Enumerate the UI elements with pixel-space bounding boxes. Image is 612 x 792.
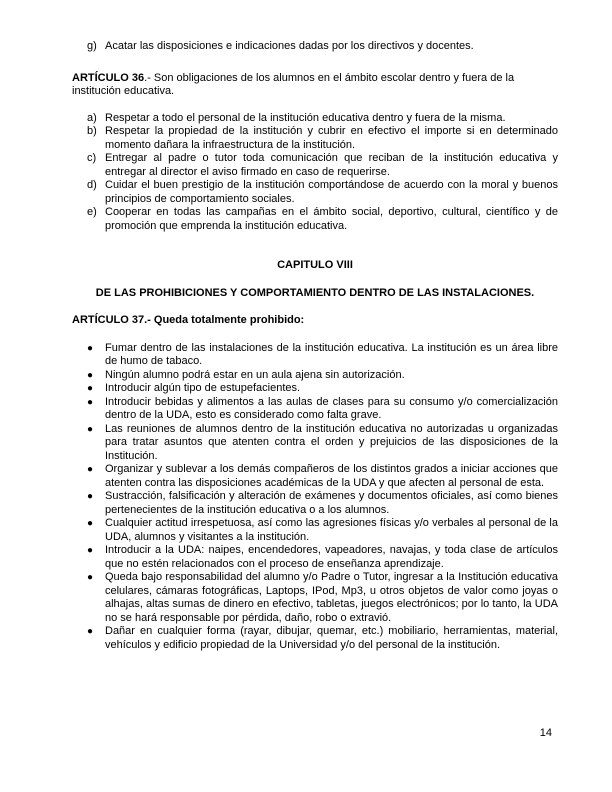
page-number: 14 — [539, 727, 552, 739]
item-text: Las reuniones de alumnos dentro de la institución educativa no autorizadas u organizadas para tratar asuntos que atenten contra el orden y prejuicios de las disposiciones de la Institución. — [105, 422, 558, 462]
article-36-intro-text: .- Son obligaciones de los alumnos en el ámbito escolar dentro y fuera de la institución educativa. — [72, 71, 515, 97]
page-content — [72, 40, 558, 652]
item-text: Organizar y sublevar a los demás compañeros de los distintos grados a iniciar acciones que atenten contra las disposiciones académicas de la UDA y que afecten al personal de esta. — [105, 463, 558, 489]
list-item — [87, 490, 558, 517]
article-36-intro — [72, 72, 558, 99]
article-36-list — [72, 112, 558, 234]
item-label: a) — [87, 111, 97, 124]
list-item — [87, 517, 558, 544]
item-label: c) — [87, 152, 97, 164]
item-text: Acatar las disposiciones e indicaciones dadas por los directivos y docentes. — [105, 40, 474, 52]
list-item — [87, 382, 558, 396]
item-text: Sustracción, falsificación y alteración de exámenes y documentos oficiales, así como bienes pertenecientes de la institución educativa o a los alumnos. — [105, 490, 558, 516]
bullet-icon: ● — [87, 396, 94, 408]
item-text: Cuidar el buen prestigio de la institución comportándose de acuerdo con la moral y buenos principios de comportamiento sociales. — [105, 179, 558, 205]
list-item-g — [72, 40, 558, 54]
article-37-heading: ARTÍCULO 37.- Queda totalmente prohibido: — [72, 314, 305, 326]
bullet-icon: ● — [87, 572, 94, 583]
item-text: Introducir algún tipo de estupefacientes. — [105, 382, 301, 394]
item-text: Fumar dentro de las instalaciones de la institución educativa. La institución es un área libre de humo de tabaco. — [105, 341, 558, 367]
list-item — [87, 396, 558, 423]
item-label: e) — [87, 206, 97, 218]
item-text: Cooperar en todas las campañas en el ámbito social, deportivo, cultural, científico y de promoción que emprenda la institución educativa. — [105, 206, 558, 232]
item-label: d) — [87, 179, 97, 191]
list-item — [87, 544, 558, 571]
bullet-icon: ● — [87, 491, 94, 502]
bullet-icon: ● — [87, 626, 94, 637]
bullet-icon: ● — [87, 464, 94, 475]
list-item — [87, 571, 558, 625]
bullet-icon: ● — [87, 518, 94, 529]
list-item — [87, 179, 558, 206]
item-text: Respetar la propiedad de la institución y cubrir en efectivo el importe si en determinado momento dañara la infraestructura de la institución. — [105, 125, 558, 151]
list-item — [87, 125, 558, 152]
list-item — [87, 463, 558, 490]
list-item — [87, 206, 558, 233]
article-37-list — [72, 342, 558, 653]
bullet-icon: ● — [87, 423, 94, 435]
list-item — [87, 369, 558, 383]
item-text: Ningún alumno podrá estar en un aula ajena sin autorización. — [105, 368, 405, 381]
item-text: Cualquier actitud irrespetuosa, así como las agresiones físicas y/o verbales al personal de la UDA, alumnos y visitantes a la institución. — [105, 517, 558, 543]
chapter-title: CAPITULO VIII — [277, 259, 353, 271]
bullet-icon: ● — [87, 342, 94, 354]
list-item — [87, 625, 558, 652]
item-text: Entregar al padre o tutor toda comunicación que reciban de la institución educativa y entregar al director el aviso firmado en caso de requerirse. — [105, 152, 558, 178]
list-item — [87, 342, 558, 369]
chapter-subtitle: DE LAS PROHIBICIONES Y COMPORTAMIENTO DENTRO DE LAS INSTALACIONES. — [95, 286, 535, 299]
item-text: Respetar a todo el personal de la institución educativa dentro y fuera de la misma. — [105, 111, 506, 124]
item-label: g) — [87, 40, 97, 52]
list-item — [87, 423, 558, 464]
bullet-icon: ● — [87, 369, 94, 381]
bullet-icon: ● — [87, 383, 94, 394]
list-item — [87, 112, 558, 126]
bullet-icon: ● — [87, 545, 94, 556]
item-text: Introducir a la UDA: naipes, encendedores, vapeadores, navajas, y toda clase de artículos que no estén relacionados con el proceso de enseñanza aprendizaje. — [105, 544, 558, 570]
item-text: Introducir bebidas y alimentos a las aulas de clases para su consumo y/o comercialización dentro de la UDA, esto es considerado como falta grave. — [105, 395, 558, 421]
list-item — [87, 152, 558, 179]
article-36-heading: ARTÍCULO 36 — [72, 71, 145, 84]
item-label: b) — [87, 125, 97, 137]
item-text: Queda bajo responsabilidad del alumno y/o Padre o Tutor, ingresar a la Institución educativa celulares, cámaras fotográficas, Laptops, IPod, Mp3, u otros objetos de valor como joyas o alhajas, altas sumas de dinero en efectivo, tabletas, juegos electrónicos; por lo tanto, la UDA no se hará responsable por pérdida, daño, robo o extravió. — [105, 571, 558, 624]
item-text: Dañar en cualquier forma (rayar, dibujar, quemar, etc.) mobiliario, herramientas, material, vehículos y edificio propiedad de la Universidad y/o del personal de la institución. — [105, 625, 558, 651]
